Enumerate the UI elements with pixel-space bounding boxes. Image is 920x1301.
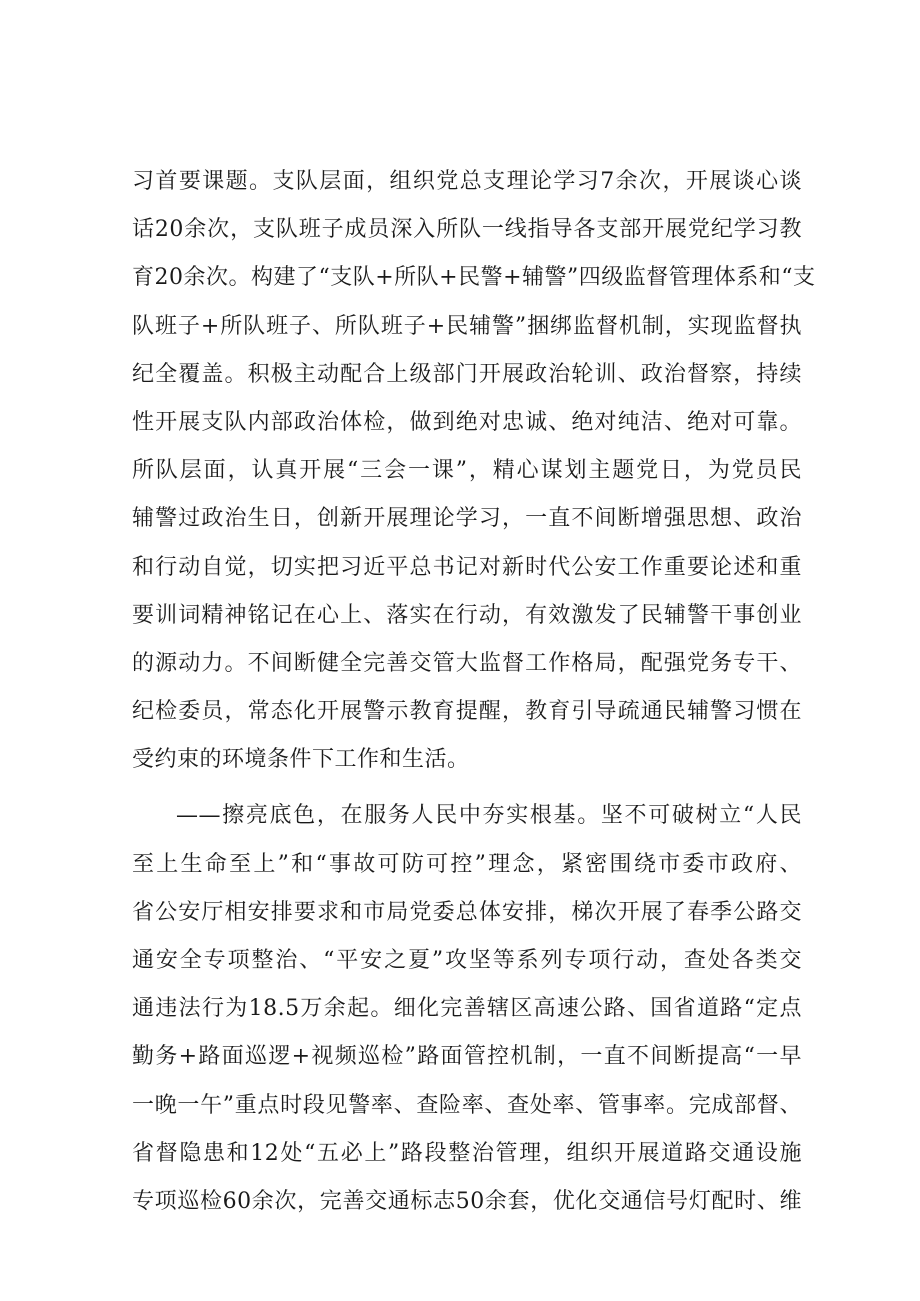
text-line: ——擦亮底色，在服务人民中夯实根基。坚不可破树立“人民 (176, 803, 802, 829)
text-line: 受约束的环境条件下工作和生活。 (132, 747, 470, 773)
text-line: 和行动自觉，切实把习近平总书记对新时代公安工作重要论述和重 (132, 554, 802, 580)
paragraph-1 (132, 158, 816, 784)
text-line: 纪全覆盖。积极主动配合上级部门开展政治轮训、政治督察，持续 (132, 361, 802, 387)
text-line: 专项巡检60余次，完善交通标志50余套，优化交通信号灯配时、维 (132, 1188, 802, 1214)
text-line: 要训词精神铭记在心上、落实在行动，有效激发了民辅警干事创业 (132, 602, 802, 628)
paragraph-2 (132, 792, 802, 1226)
text-line: 性开展支队内部政治体检，做到绝对忠诚、绝对纯洁、绝对可靠。 (132, 409, 802, 435)
text-line: 队班子+所队班子、所队班子+民辅警”捆绑监督机制，实现监督执 (132, 313, 802, 339)
text-line: 省公安厅相安排要求和市局党委总体安排，梯次开展了春季公路交 (132, 899, 802, 925)
text-line: 一晚一午”重点时段见警率、查险率、查处率、管事率。完成部督、 (132, 1092, 802, 1118)
text-line: 所队层面，认真开展“三会一课”，精心谋划主题党日，为党员民 (132, 458, 802, 484)
text-line: 通违法行为18.5万余起。细化完善辖区高速公路、国省道路“定点 (132, 996, 802, 1022)
body-text (132, 158, 816, 1226)
text-line: 育20余次。构建了“支队+所队+民警+辅警”四级监督管理体系和“支 (132, 265, 816, 291)
text-line: 省督隐患和12处“五必上”路段整治管理，组织开展道路交通设施 (132, 1140, 802, 1166)
text-line: 至上生命至上”和“事故可防可控”理念，紧密围绕市委市政府、 (132, 851, 802, 877)
text-line: 的源动力。不间断健全完善交管大监督工作格局，配强党务专干、 (132, 650, 802, 676)
text-line: 话20余次，支队班子成员深入所队一线指导各支部开展党纪学习教 (132, 217, 802, 243)
text-line: 辅警过政治生日，创新开展理论学习，一直不间断增强思想、政治 (132, 506, 802, 532)
text-line: 纪检委员，常态化开展警示教育提醒，教育引导疏通民辅警习惯在 (132, 699, 802, 725)
text-line: 通安全专项整治、“平安之夏”攻坚等系列专项行动，查处各类交 (132, 948, 802, 973)
text-line: 习首要课题。支队层面，组织党总支理论学习7余次，开展谈心谈 (132, 169, 802, 194)
text-line: 勤务+路面巡逻+视频巡检”路面管控机制，一直不间断提高“一早 (132, 1044, 802, 1070)
